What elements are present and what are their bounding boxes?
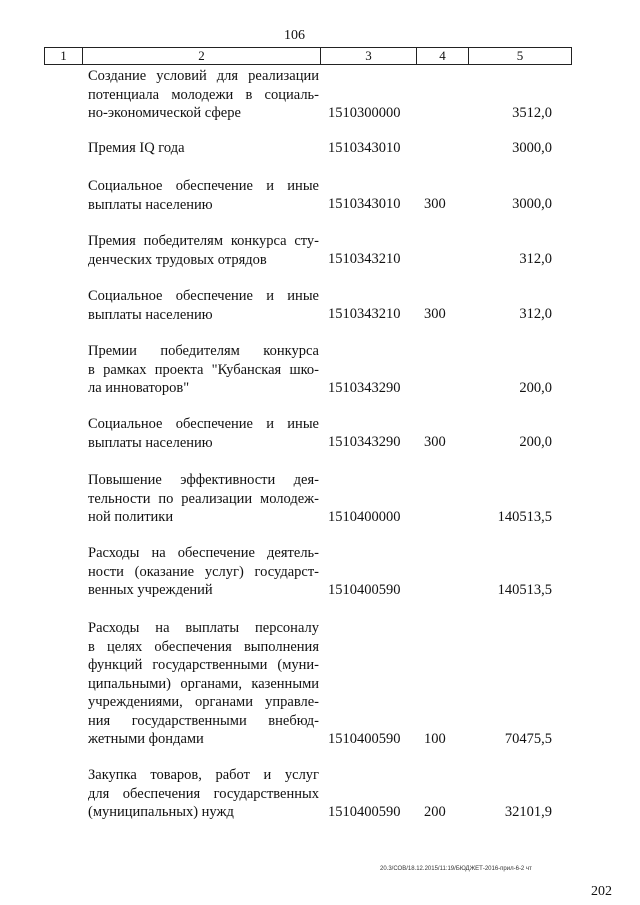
row-code: 1510400590	[328, 731, 401, 747]
row-amount: 3000,0	[512, 196, 552, 212]
row-amount: 3512,0	[512, 105, 552, 121]
header-col-3: 3	[320, 48, 416, 64]
row-name: Социальное обеспечение и иные выплаты населению	[88, 288, 319, 323]
page-number: 106	[284, 28, 305, 43]
footer-document-code: 20.3/СОВ/18.12.2015/11:19/БЮДЖЕТ-2016-прил-6-2 чт	[380, 866, 532, 872]
row-amount: 312,0	[519, 251, 552, 267]
row-name: Социальное обеспечение и иные выплаты населению	[88, 178, 319, 213]
row-amount: 200,0	[519, 380, 552, 396]
row-code: 1510343290	[328, 434, 401, 450]
header-col-4: 4	[416, 48, 468, 64]
row-kind: 300	[424, 196, 446, 212]
row-code: 1510400000	[328, 509, 401, 525]
footer-sheet-number: 202	[591, 884, 612, 899]
row-kind: 100	[424, 731, 446, 747]
row-amount: 3000,0	[512, 140, 552, 156]
row-code: 1510343010	[328, 196, 401, 212]
row-name: Повышение эффективности дея- тельности по реализации молодеж- ной политики	[88, 472, 319, 525]
header-col-2: 2	[82, 48, 320, 64]
row-code: 1510343290	[328, 380, 401, 396]
row-name: Премия IQ года	[88, 140, 185, 156]
row-name: Премия победителям конкурса сту- денческих трудовых отрядов	[88, 233, 319, 268]
row-name: Расходы на обеспечение деятель- ности (оказание услуг) государст- венных учреждений	[88, 545, 319, 598]
row-name: Создание условий для реализации потенциала молодежи в социаль- но-экономической сфере	[88, 68, 319, 121]
row-kind: 300	[424, 434, 446, 450]
row-code: 1510400590	[328, 582, 401, 598]
row-code: 1510343210	[328, 251, 401, 267]
row-code: 1510400590	[328, 804, 401, 820]
row-amount: 312,0	[519, 306, 552, 322]
row-code: 1510343210	[328, 306, 401, 322]
row-amount: 140513,5	[497, 582, 552, 598]
row-name: Закупка товаров, работ и услуг для обеспечения государственных (муниципальных) нужд	[88, 767, 319, 820]
header-col-1: 1	[60, 48, 67, 63]
row-name: Расходы на выплаты персоналу в целях обеспечения выполнения функций государственными (муни- ципальными) органами, казенными учреждениями, органами управле- ния государственными внебюд- жетными фондами	[88, 620, 319, 747]
table-header	[44, 47, 572, 65]
header-col-5: 5	[468, 48, 571, 64]
row-name: Социальное обеспечение и иные выплаты населению	[88, 416, 319, 451]
row-amount: 140513,5	[497, 509, 552, 525]
row-amount: 32101,9	[504, 804, 552, 820]
row-kind: 300	[424, 306, 446, 322]
row-amount: 70475,5	[504, 731, 552, 747]
row-kind: 200	[424, 804, 446, 820]
row-code: 1510300000	[328, 105, 401, 121]
row-code: 1510343010	[328, 140, 401, 156]
row-amount: 200,0	[519, 434, 552, 450]
row-name: Премии победителям конкурса в рамках проекта "Кубанская шко- ла инноваторов"	[88, 343, 319, 396]
